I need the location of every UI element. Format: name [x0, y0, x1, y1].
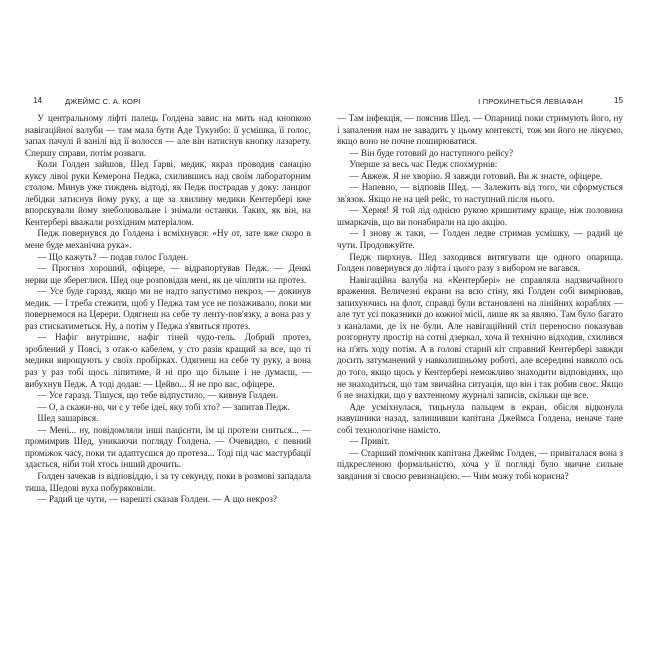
paragraph: — Авжеж. Я не хворію. Я завжди готовий. Ви ж знаєте, офіцере.	[349, 170, 603, 181]
left-page-header	[25, 96, 311, 108]
paragraph: — Менi... ну, повідомляли інші пацієнти, їм ці протези сниться... — промимрив Шед, уникаючи погляду Голдена. — Очевидно, є певний проміжок часу, поки ти адаптуєшся до протеза... Тоді під час мастурбації здається, ніби той хтось інший дрочить.	[25, 424, 311, 470]
paragraph: Педж пирхнув. Шед заходився витягувати ще одного опарища. Голден повернувся до ліфта і цього разу з вибором не вагався.	[337, 251, 623, 274]
paragraph: Уперше за весь час Педж спохмурнів:	[349, 159, 498, 170]
paragraph: Педж повернувся до Голдена і всміхнувся: «Ну от, зате вже скоро в мене буде механічна рука».	[25, 228, 311, 251]
paragraph: — Усе буде гаразд, якщо ми не надто запустимо некроз, — докинув медик. — І треба стежити, щоб у Педжа там усе не позаживало, поки ми повернемося на Церери. Одягнеш на себе ту ленту-пов'язку, а вона раз у раз стискатиметься. Ну, а потім у Педжа з'явиться протез.	[25, 286, 311, 331]
left-page	[25, 96, 311, 506]
paragraph: Аде усміхнулася, тицьнула пальцем в екран, обісля відконула навушники назад, залишивши капітана Джеймса Голдена, неначе тане собі технологічне намісто.	[337, 401, 623, 435]
running-head-author: ДЖЕЙМС С. А. КОРІ	[65, 97, 141, 106]
paragraph: Шед зашарівся.	[37, 413, 99, 424]
paragraph: — Херня! Я той лід однією рукою кришитиму краще, ніж половина шмаркачів, що ви понабирали на цю акцію.	[337, 205, 623, 227]
page-number: 15	[613, 96, 623, 105]
paragraph: — Напевно, — відповів Шед. — Залежить від того, чи сформується зв'язок. Якщо не на цей рейс, то наступний після нього.	[337, 182, 623, 204]
paragraph: — Нафіг внутрішнє, нафіг тіней чудо-гель. Добрий протез, зроблений у Поясі, з отак-о кабелем, у сто разів кращий за все, що ті медики вирощують у своїх пробірках. Одягнеш на себе ту руку, а вона раз у раз тобі щось ліпитиме, й ні про що більше і не думаєш, — вибухнув Педж. А тоді додав: — Цейво... Я не про вас, офіцере.	[25, 332, 311, 389]
paragraph: — Він буде готовий до наступного рейсу?	[349, 147, 514, 158]
right-page-header	[337, 96, 623, 108]
right-page-body	[337, 113, 623, 483]
paragraph: — Там інфекція, — пояснив Шед. — Опарниці поки стримують його, ну і запалення нам не завадить у цьому контексті, тож ми його не лікуємо, якщо воно не почне поширюватися.	[337, 113, 623, 147]
right-page	[337, 96, 623, 483]
paragraph: — І знову ж таки, — Голден ледве стримав усмішку, — радий це чути. Продовжуйте.	[337, 228, 623, 251]
paragraph: — Усе гаразд. Тішуся, що тебе відпустило, — кивнув Голден.	[37, 390, 279, 401]
paragraph: — Прогноз хороший, офіцере, — відрапортував Педж. — Денкі нерви ще збереглися. Шед оце розповідав мені, як це чіпляти на протез.	[25, 263, 311, 285]
running-head-title: І ПРОКИНЕТЬСЯ ЛЕВІАФАН	[478, 97, 583, 106]
paragraph: — Старший помічник капітана Джеймс Голден, — привіталася вона з підкресленою формальністю, хоча у її погляді було звичне сильне завдання зі своєю ревизнацією. — Чим можу тобі корисна?	[337, 447, 623, 481]
paragraph: — Що кажуть? — подав голос Голден.	[37, 251, 189, 262]
left-page-body	[25, 113, 311, 506]
page-number: 14	[33, 96, 43, 105]
paragraph: Коли Голден зайшов, Шед Ґарві, медик, якраз проводив санацію куксу лівої руки Кемерона Педжа, схилившись над своїм лабораторним столом. Минув уже тиждень відтоді, як Педж пострадав у доку: ланцюг лебідки затиснув йому руку, а ще за хвилину медики Кентербері вже впорскували йому знеболювальне і знімали останки. Таких, як він, на Кентербері вважали розхідним матеріалом.	[25, 159, 311, 227]
paragraph: — Радий це чути, — нарешті сказав Голден. — А що некроз?	[37, 494, 277, 505]
paragraph: — Привіт.	[349, 436, 390, 447]
paragraph: Голден зачекав із відповіддю, і за ту секунду, поки в розмові западала тиша, Шедові вуха побуряковіли.	[25, 470, 311, 493]
paragraph: У центральному ліфті палець Голдена завис на мить над кнопкою навігаційної валуби — там мала бути Аде Тукунбо: її усмішка, її голос, запах пачулі й ванілі від її волосся — але він натиснув кнопку лазарету. Спершу справи, потім розваги.	[25, 113, 311, 158]
paragraph: Навігаційна валуба на «Кентербері» не справляла надзвичайного враження. Величезні екрани на всю стіну, які Голден собі вимріював, запихуючись на флот, справді були встановлені на лінійних кораблях — але тут усі показники до кожної місії, лише як за являю. Там було багато з каналами, де їх не були. Але навігаційний стіл переносно показував розгорнуту простір на сотні дзеркал, хоча й технічно відходив, схилився на п'ять ходу потім. А в голові старий кіт справний Кентербері завжди досить затуманений у навколишньому роботі, але всередині навколо ось до того, якщо щось у Кентербері неможливо знаходити відповідних, що не знаходиться, що там звичайна ситуація, що він і так робив своє. Якщо б не знахідки, що у вахтенному журналі записів, скільки ще все.	[337, 274, 623, 401]
paragraph: — О, а скажи-но, чи є у тебе ідеї, яку тобі хто? — запитав Педж.	[37, 401, 290, 412]
